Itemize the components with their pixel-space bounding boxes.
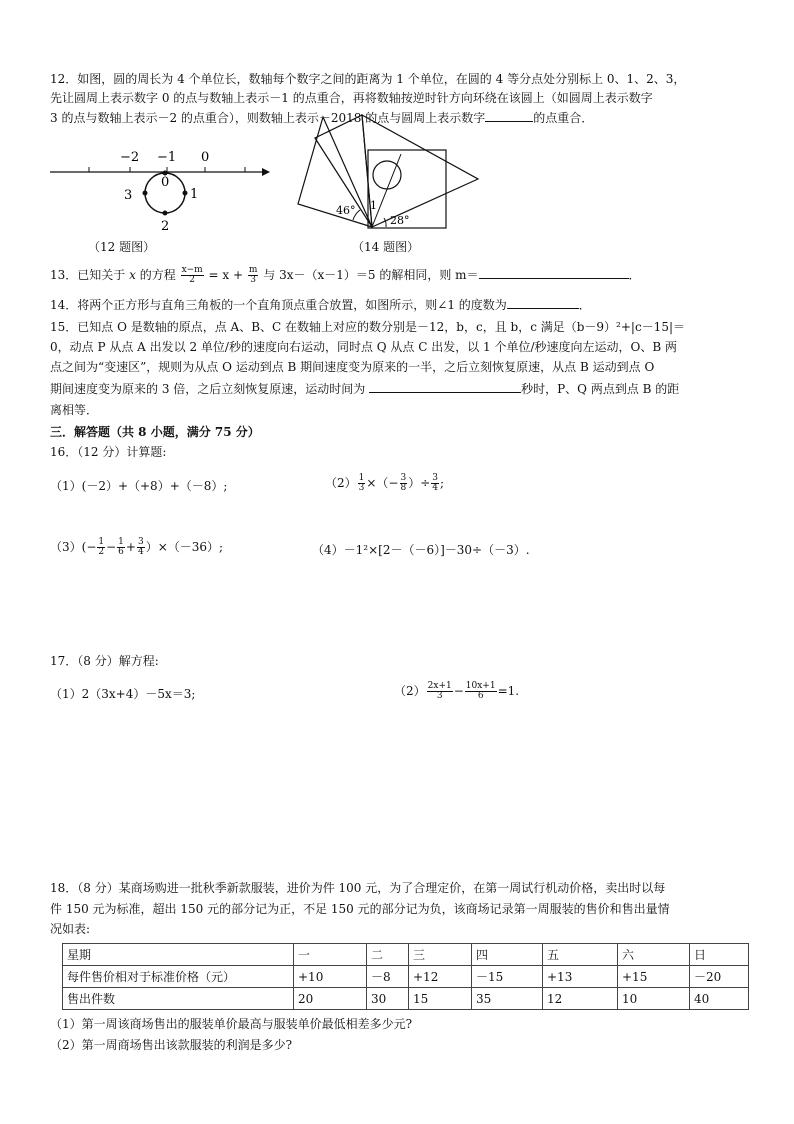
angle-28-label: 28°: [390, 214, 410, 227]
q13-f2-den: 3: [250, 275, 257, 285]
q12-line3-end: 的点重合．: [533, 111, 594, 125]
angle-46-label: 46°: [336, 204, 356, 217]
angle-1-label: 1: [370, 199, 377, 212]
table-cell: 35: [472, 988, 543, 1010]
q17-p2-frac1: [427, 682, 453, 701]
q16-p3-f3-num: 3: [137, 537, 144, 547]
q17-p2-mid: −: [453, 684, 464, 698]
table-header-row: [63, 944, 749, 966]
section-3-heading: 三．解答题（共 8 小题，满分 75 分）: [50, 425, 260, 439]
q18-sub2: （2）第一周商场售出该款服装的利润是多少?: [50, 1038, 293, 1052]
table-cell: +10: [294, 966, 367, 988]
q16-p3-f2-den: 6: [118, 547, 124, 557]
q15-line3: 点之间为“变速区”，规则为从点 O 运动到点 B 期间速度变为原来的一半，之后立刻恢复原速，从点 B 运动到点 O: [50, 360, 655, 374]
q15-line4-end: 秒时，P、Q 两点到点 B 的距: [521, 382, 680, 396]
q17-p2-f2-den: 6: [477, 691, 484, 701]
set-square: [362, 115, 478, 227]
q16-p3-frac3: [137, 538, 145, 557]
q16-part4: （4）－1²×[2－（－6）]－30÷（－3）.: [312, 543, 530, 557]
q17-p2-f2-num: 10x+1: [465, 681, 496, 691]
q16-p3-f1-den: 2: [98, 547, 105, 557]
table-cell: －8: [367, 966, 409, 988]
q13-end: ．: [628, 268, 641, 282]
q13: [50, 264, 750, 286]
q16-part1: （1）(－2）+（+8）+（－8）;: [50, 479, 228, 493]
q16-p2-f1-den: 3: [358, 483, 365, 493]
q15-line1: 15．已知点 O 是数轴的原点，点 A、B、C 在数轴上对应的数分别是－12，b，c，且 b，c 满足（b－9）²+|c－15|＝: [50, 320, 685, 334]
q16-p3-m1: −: [106, 540, 117, 554]
q14: [50, 296, 750, 315]
circle-label-0: 0: [161, 175, 170, 190]
table-cell: 四: [472, 944, 543, 966]
q12-line2: 先让圆周上表示数字 0 的点与数轴上表示－1 的点重合，再将数轴按逆时针方向环绕在该圆上（如圆周上表示数字: [50, 91, 653, 105]
q13-eq: = x +: [208, 268, 244, 282]
q16-p3-end: ）×（－36）;: [145, 540, 224, 554]
q18-line1: 18．（8 分）某商场购进一批秋季新款服装，进价为件 100 元，为了合理定价，在第一周试行机动价格，卖出时以每: [50, 881, 666, 895]
table-cell: 售出件数: [63, 988, 294, 1010]
table-cell: 六: [618, 944, 690, 966]
q15-answer-blank[interactable]: [369, 380, 521, 393]
q17-p2-end: =1.: [497, 684, 520, 698]
q16-p2-f1-num: 1: [358, 473, 365, 483]
table-cell: 二: [367, 944, 409, 966]
q18-line2: 件 150 元为标准，超出 150 元的部分记为正，不足 150 元的部分记为负，该商场记录第一周服装的售价和售出量情: [50, 902, 670, 916]
q16-p2-f3-num: 3: [432, 473, 439, 483]
q16-p3-m2: +: [125, 540, 136, 554]
q17-p2-frac2: [465, 682, 497, 701]
q13-answer-blank[interactable]: [479, 266, 629, 279]
q13-fraction-1: [181, 266, 204, 285]
circle-label-1: 1: [190, 187, 199, 202]
table-cell: +13: [543, 966, 618, 988]
q18-sub1: （1）第一周该商场售出的服装单价最高与服装单价最低相差多少元?: [50, 1017, 413, 1031]
q16-p2-div: ）÷: [408, 476, 431, 490]
q16-p2-f2-den: 8: [400, 483, 407, 493]
q16-p2-frac2: [400, 474, 408, 493]
circle-point-1: [183, 191, 188, 196]
figure-14: [290, 110, 490, 234]
table-cell: 三: [409, 944, 472, 966]
table-cell: 一: [294, 944, 367, 966]
q16-p2-frac3: [431, 474, 439, 493]
figure-12: [40, 140, 280, 235]
table-cell: 日: [690, 944, 749, 966]
table-row: [63, 988, 749, 1010]
table-cell: 星期: [63, 944, 294, 966]
table-cell: 12: [543, 988, 618, 1010]
circle-label-2: 2: [161, 219, 170, 234]
q16-p2-end: ;: [440, 476, 445, 490]
q16-p2-mid: ×（−: [366, 476, 399, 490]
q16-p3-frac2: [117, 538, 125, 557]
table-cell: 五: [543, 944, 618, 966]
q17-p2-f1-den: 3: [436, 691, 443, 701]
q13-var-x: x: [129, 268, 136, 282]
q16-p3-frac1: [97, 538, 105, 557]
q13-f2-num: m: [248, 265, 258, 275]
q12-line1: 12．如图，圆的周长为 4 个单位长，数轴每个数字之间的距离为 1 个单位，在圆的 4 等分点处分别标上 0、1、2、3，: [50, 72, 686, 86]
fig12-caption: （12 题图）: [88, 240, 156, 254]
q16-p2-frac1: [358, 474, 366, 493]
q17-part1: （1）2（3x+4）－5x＝3;: [50, 687, 196, 701]
q16-part3: [50, 534, 223, 560]
q16-title: 16．（12 分）计算题:: [50, 445, 167, 459]
q13-mid: 的方程: [139, 268, 176, 282]
q13-fraction-2: [248, 266, 259, 285]
q14-answer-blank[interactable]: [507, 296, 579, 309]
tick-label-neg2: −2: [120, 150, 140, 165]
q16-p3-f1-num: 1: [98, 537, 105, 547]
q13-prefix: 13．已知关于: [50, 268, 126, 282]
circle-label-3: 3: [124, 188, 133, 203]
circle-point-2: [163, 211, 168, 216]
q13-f1-num: x−m: [181, 265, 203, 275]
table-cell: +15: [618, 966, 690, 988]
table-cell: +12: [409, 966, 472, 988]
q12-line3-text: 3 的点与数轴上表示－2 的点重合），则数轴上表示－2018 的点与圆周上表示数字: [50, 111, 486, 125]
circle-point-3: [143, 191, 148, 196]
q16-p2-pre: （2）: [325, 476, 357, 490]
tick-label-0: 0: [201, 150, 210, 165]
q15-line5: 离相等．: [50, 403, 99, 417]
table-cell: －20: [690, 966, 749, 988]
fig14-caption: （14 题图）: [352, 240, 420, 254]
q12-answer-blank[interactable]: [485, 109, 533, 122]
table-row: [63, 966, 749, 988]
tick-label-neg1: −1: [157, 150, 177, 165]
q13-with: 与 3x－（x－1）＝5 的解相同，则 m＝: [263, 268, 479, 282]
q14-text: 14．将两个正方形与直角三角板的一个直角顶点重合放置，如图所示，则∠1 的度数为: [50, 298, 507, 312]
q14-end: ．: [578, 298, 591, 312]
table-cell: 30: [367, 988, 409, 1010]
q16-p3-pre: （3）(−: [50, 540, 97, 554]
table-cell: 每件售价相对于标准价格（元）: [63, 966, 294, 988]
q16-p2-f2-num: 3: [400, 473, 407, 483]
sales-table: [62, 943, 749, 1010]
angle-28-arc: [384, 218, 386, 227]
table-cell: 15: [409, 988, 472, 1010]
q16-p3-f3-den: 4: [137, 547, 144, 557]
number-line-arrow: [262, 168, 270, 176]
q16-part2: [325, 470, 444, 496]
q16-p2-f3-den: 4: [432, 483, 439, 493]
q15-line2: 0，动点 P 从点 A 出发以 2 单位/秒的速度向右运动，同时点 Q 从点 C 出发，以 1 个单位/秒速度向左运动，O、B 两: [50, 340, 677, 354]
q17-title: 17．（8 分）解方程:: [50, 654, 159, 668]
q17-part2: [394, 678, 519, 704]
table-cell: 10: [618, 988, 690, 1010]
q16-p3-f2-num: 1: [118, 537, 124, 547]
table-cell: 40: [690, 988, 749, 1010]
q18-line3: 况如表:: [50, 922, 91, 936]
q13-f1-den: 2: [189, 275, 195, 285]
q17-p2-f1-num: 2x+1: [427, 681, 452, 691]
q15-line4: [50, 380, 750, 399]
table-cell: －15: [472, 966, 543, 988]
q17-p2-pre: （2）: [394, 684, 426, 698]
table-cell: 20: [294, 988, 367, 1010]
q15-line4-text: 期间速度变为原来的 3 倍，之后立刻恢复原速，运动时间为: [50, 382, 366, 396]
